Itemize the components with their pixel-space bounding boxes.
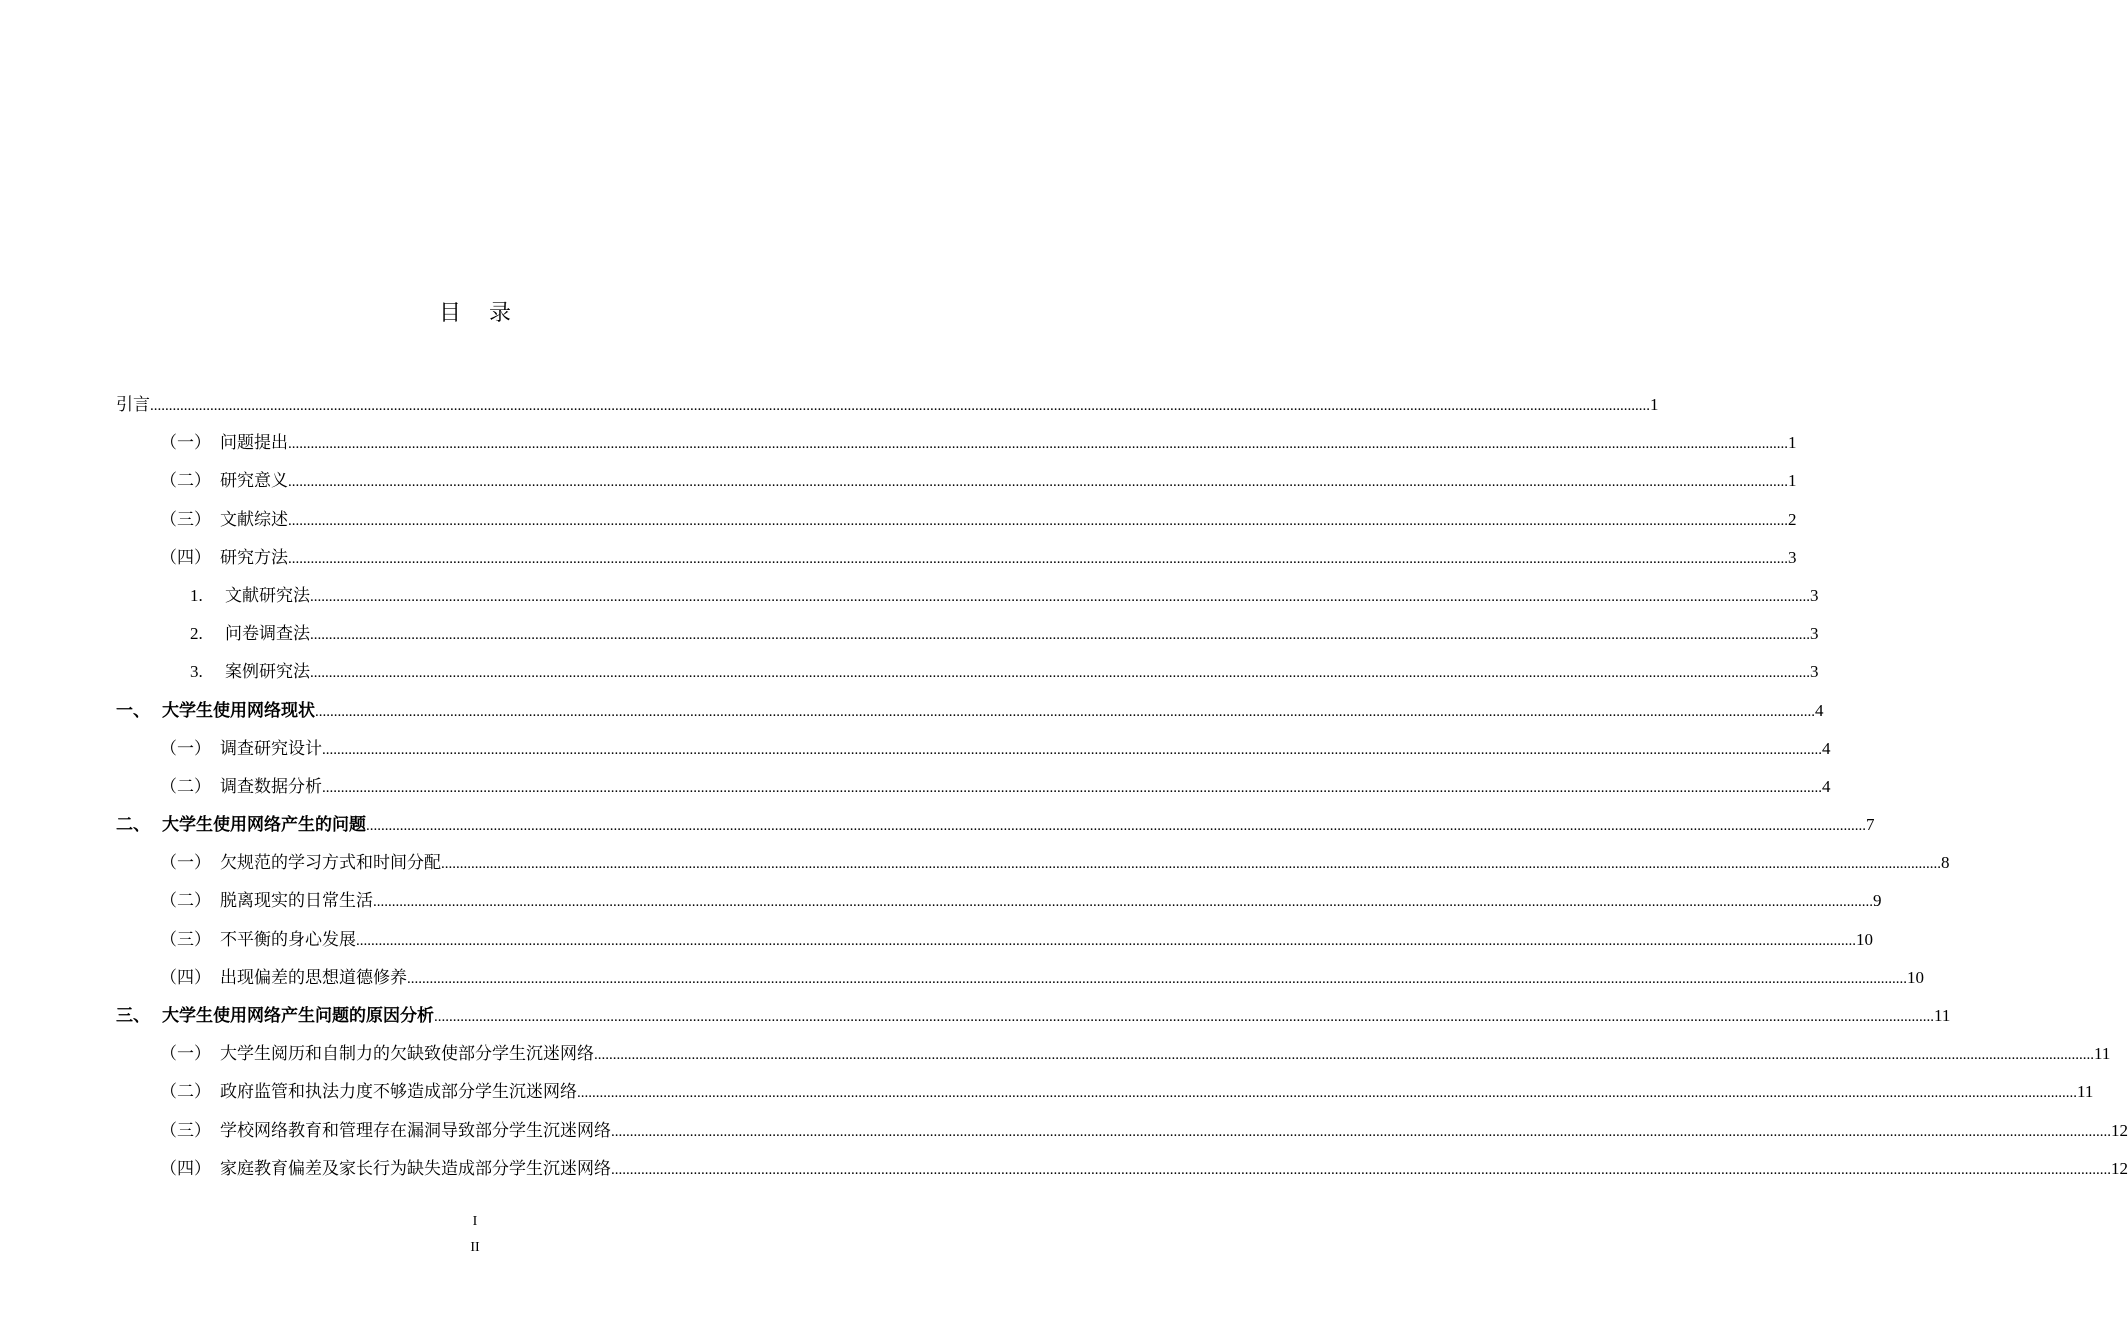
toc-entry-title: 大学生使用网络产生问题的原因分析 [162, 1006, 434, 1026]
toc-entry-number: （四） [160, 547, 211, 568]
toc-leader-dots: ................................................................................................................................................................................................................................................................................................................................................................................................................ [150, 398, 1650, 414]
toc-entry-title: 案例研究法 [225, 662, 310, 683]
toc-entry-number: 3. [190, 662, 203, 682]
toc-entry-page: 8 [1941, 853, 1950, 873]
toc-entry[interactable] [116, 997, 1951, 1035]
toc-leader-dots: ................................................................................................................................................................................................................................................................................................................................................................................................................ [288, 436, 1788, 453]
toc-entry-number: （三） [160, 929, 211, 950]
toc-entry[interactable] [116, 501, 1797, 539]
toc-entry-title: 不平衡的身心发展 [220, 929, 356, 950]
toc-entry-title: 问卷调查法 [225, 624, 310, 645]
page-number-roman-1: I [472, 1214, 478, 1229]
toc-entry-title: 问题提出 [220, 433, 288, 454]
page-number-roman-2: II [470, 1240, 480, 1255]
toc-leader-dots: ................................................................................................................................................................................................................................................................................................................................................................................................................ [594, 1047, 2094, 1064]
toc-leader-dots: ................................................................................................................................................................................................................................................................................................................................................................................................................ [322, 779, 1822, 796]
toc-entry[interactable] [116, 730, 1831, 768]
toc-leader-dots: ................................................................................................................................................................................................................................................................................................................................................................................................................ [611, 1123, 2111, 1140]
toc-entry[interactable] [116, 653, 1819, 691]
toc-entry[interactable] [116, 1073, 2094, 1111]
toc-entry-page: 1 [1650, 395, 1659, 414]
toc-entry[interactable] [116, 577, 1819, 615]
toc-entry-number: 三、 [116, 1006, 150, 1026]
toc-entry-page: 3 [1810, 624, 1819, 644]
toc-entry-title: 家庭教育偏差及家长行为缺失造成部分学生沉迷网络 [220, 1158, 611, 1179]
toc-entry-page: 7 [1866, 815, 1875, 835]
toc-entry-title: 出现偏差的思想道德修养 [220, 967, 407, 988]
toc-entry[interactable] [116, 844, 1950, 882]
toc-entry-number: （一） [160, 433, 211, 454]
toc-entry-title: 欠规范的学习方式和时间分配 [220, 853, 441, 874]
toc-leader-dots: ................................................................................................................................................................................................................................................................................................................................................................................................................ [577, 1085, 2077, 1102]
toc-entry-number: （二） [160, 1082, 211, 1103]
toc-leader-dots: ................................................................................................................................................................................................................................................................................................................................................................................................................ [356, 932, 1856, 949]
toc-leader-dots: ................................................................................................................................................................................................................................................................................................................................................................................................................ [366, 818, 1866, 835]
toc-entry-number: 1. [190, 585, 203, 605]
toc-entry[interactable] [116, 959, 1924, 997]
toc-entry[interactable] [116, 1150, 2128, 1188]
toc-title [0, 296, 950, 327]
toc-entry-number: 二、 [116, 815, 150, 836]
toc-entry-page: 11 [2077, 1082, 2094, 1102]
toc-entry-title: 文献综述 [220, 509, 288, 530]
toc-entry-number: 一、 [116, 700, 150, 721]
toc-leader-dots: ................................................................................................................................................................................................................................................................................................................................................................................................................ [310, 588, 1810, 605]
table-of-contents [116, 386, 2128, 1188]
toc-entry-number: （二） [160, 471, 211, 492]
toc-entry-number: （一） [160, 738, 211, 759]
toc-entry-page: 9 [1873, 891, 1882, 911]
toc-entry-title: 大学生使用网络产生的问题 [162, 815, 366, 836]
toc-entry[interactable] [116, 882, 1882, 920]
toc-entry-title: 调查研究设计 [220, 738, 322, 759]
toc-entry-page: 4 [1815, 700, 1824, 720]
toc-entry[interactable] [116, 1112, 2128, 1150]
toc-entry[interactable] [116, 768, 1831, 806]
toc-title-char-1: 目 [438, 301, 461, 326]
toc-entry-title: 文献研究法 [225, 585, 310, 606]
toc-entry-title: 大学生使用网络现状 [162, 700, 315, 721]
toc-entry[interactable] [116, 692, 1824, 730]
toc-entry-page: 3 [1788, 547, 1797, 567]
toc-entry-page: 1 [1788, 433, 1797, 453]
toc-entry-title: 学校网络教育和管理存在漏洞导致部分学生沉迷网络 [220, 1120, 611, 1141]
toc-entry-page: 10 [1856, 929, 1873, 949]
toc-entry-number: （二） [160, 776, 211, 797]
toc-entry-title: 研究方法 [220, 547, 288, 568]
toc-entry-title: 研究意义 [220, 471, 288, 492]
toc-entry-page: 4 [1822, 776, 1831, 796]
toc-entry-number: 2. [190, 624, 203, 644]
toc-entry-page: 1 [1788, 471, 1797, 491]
toc-entry-page: 2 [1788, 509, 1797, 529]
toc-entry-number: （一） [160, 1044, 211, 1065]
toc-entry-title: 政府监管和执法力度不够造成部分学生沉迷网络 [220, 1082, 577, 1103]
toc-entry-page: 11 [2094, 1044, 2111, 1064]
toc-entry-number: （一） [160, 853, 211, 874]
toc-entry-title: 大学生阅历和自制力的欠缺致使部分学生沉迷网络 [220, 1044, 594, 1065]
toc-entry-page: 4 [1822, 738, 1831, 758]
toc-entry[interactable] [116, 921, 1873, 959]
toc-leader-dots: ................................................................................................................................................................................................................................................................................................................................................................................................................ [373, 894, 1873, 911]
toc-entry-page: 11 [1934, 1006, 1951, 1025]
toc-entry-page: 12 [2111, 1120, 2128, 1140]
toc-entry-number: （三） [160, 1120, 211, 1141]
toc-leader-dots: ................................................................................................................................................................................................................................................................................................................................................................................................................ [288, 550, 1788, 567]
toc-entry-number: （三） [160, 509, 211, 530]
toc-leader-dots: ................................................................................................................................................................................................................................................................................................................................................................................................................ [441, 856, 1941, 873]
toc-leader-dots: ................................................................................................................................................................................................................................................................................................................................................................................................................ [407, 970, 1907, 987]
toc-entry[interactable] [116, 424, 1797, 462]
toc-entry-page: 3 [1810, 585, 1819, 605]
toc-leader-dots: ................................................................................................................................................................................................................................................................................................................................................................................................................ [611, 1161, 2111, 1178]
toc-entry[interactable] [116, 462, 1797, 500]
toc-entry-number: （二） [160, 891, 211, 912]
toc-leader-dots: ................................................................................................................................................................................................................................................................................................................................................................................................................ [434, 1009, 1934, 1025]
toc-title-char-2: 录 [489, 301, 512, 326]
toc-leader-dots: ................................................................................................................................................................................................................................................................................................................................................................................................................ [310, 627, 1810, 644]
toc-leader-dots: ................................................................................................................................................................................................................................................................................................................................................................................................................ [322, 741, 1822, 758]
toc-entry-number: （四） [160, 967, 211, 988]
toc-entry[interactable] [116, 1035, 2111, 1073]
toc-entry[interactable] [116, 386, 1659, 424]
toc-leader-dots: ................................................................................................................................................................................................................................................................................................................................................................................................................ [310, 665, 1810, 682]
toc-entry[interactable] [116, 539, 1797, 577]
toc-entry-page: 10 [1907, 967, 1924, 987]
toc-entry-page: 12 [2111, 1158, 2128, 1178]
toc-entry-title: 引言 [116, 395, 150, 415]
toc-leader-dots: ................................................................................................................................................................................................................................................................................................................................................................................................................ [288, 512, 1788, 529]
toc-leader-dots: ................................................................................................................................................................................................................................................................................................................................................................................................................ [288, 474, 1788, 491]
toc-entry[interactable] [116, 615, 1819, 653]
toc-entry[interactable] [116, 806, 1875, 844]
toc-entry-title: 脱离现实的日常生活 [220, 891, 373, 912]
toc-entry-page: 3 [1810, 662, 1819, 682]
toc-leader-dots: ................................................................................................................................................................................................................................................................................................................................................................................................................ [315, 703, 1815, 720]
toc-entry-title: 调查数据分析 [220, 776, 322, 797]
toc-entry-number: （四） [160, 1158, 211, 1179]
